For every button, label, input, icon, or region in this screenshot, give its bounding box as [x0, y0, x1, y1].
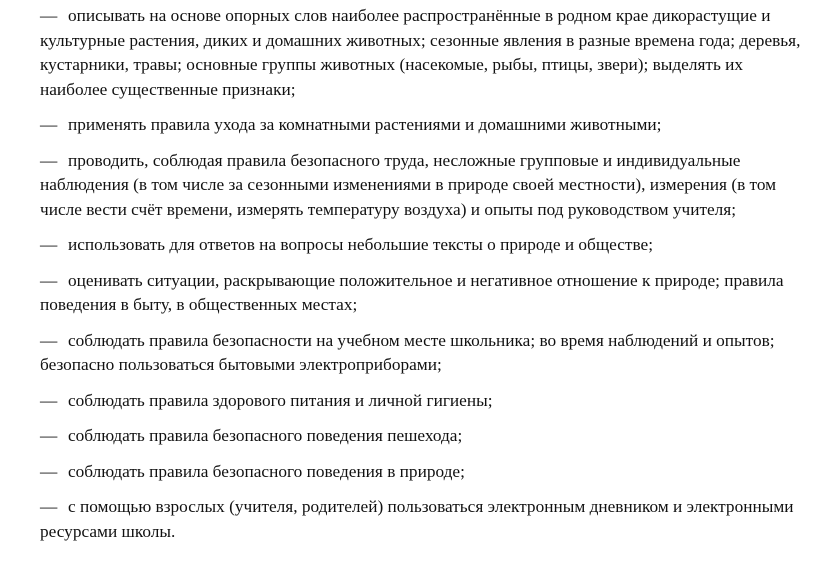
list-item-text: соблюдать правила безопасности на учебном месте школьника; во время наблюдений и опытов; безопасно пользоваться бытовыми электроприборами;	[40, 330, 775, 374]
list-item-text: соблюдать правила здорового питания и личной гигиены;	[68, 390, 493, 410]
list-item	[40, 495, 810, 544]
list-item-text: использовать для ответов на вопросы небольшие тексты о природе и обществе;	[68, 235, 654, 254]
dash-marker: —	[40, 461, 58, 481]
list-item-text: проводить, соблюдая правила безопасного труда, несложные групповые и индивидуальные наблюдения (в том числе за сезонными изменениями в природе своей местности), измерения (в том числе вести счёт времени, измерять температуру воздуха) и опыты под руководством учителя;	[40, 150, 777, 219]
dash-marker: —	[40, 270, 58, 290]
list-item	[40, 389, 810, 414]
list-item-text: с помощью взрослых (учителя, родителей) пользоваться электронным дневником и электронными ресурсами школы.	[40, 497, 794, 541]
document-body	[40, 4, 810, 555]
dash-marker: —	[40, 390, 58, 410]
dash-marker: —	[40, 497, 58, 516]
dash-marker: —	[40, 115, 58, 134]
dash-marker: —	[40, 426, 58, 445]
list-item-text: описывать на основе опорных слов наиболее распространённые в родном крае дикорастущие и культурные растения, диких и домашних животных; сезонные явления в разные времена года; деревья, кустарники, травы; основные группы животных (насекомые, рыбы, птицы, звери); выделять их наиболее существенные признаки;	[40, 6, 801, 99]
list-item	[40, 329, 810, 378]
dash-marker: —	[40, 330, 58, 350]
list-item-text: соблюдать правила безопасного поведения пешехода;	[68, 426, 463, 445]
list-item-text: применять правила ухода за комнатными растениями и домашними животными;	[68, 115, 662, 134]
list-item	[40, 4, 810, 102]
list-item	[40, 113, 810, 138]
dash-marker: —	[40, 235, 58, 254]
list-item	[40, 460, 810, 485]
list-item-text: оценивать ситуации, раскрывающие положительное и негативное отношение к природе; правила поведения в быту, в общественных местах;	[40, 270, 784, 314]
list-item	[40, 149, 810, 223]
list-item-text: соблюдать правила безопасного поведения в природе;	[68, 461, 465, 481]
dash-marker: —	[40, 6, 58, 25]
list-item	[40, 233, 810, 258]
dash-marker: —	[40, 150, 58, 170]
list-item	[40, 269, 810, 318]
list-item	[40, 424, 810, 449]
